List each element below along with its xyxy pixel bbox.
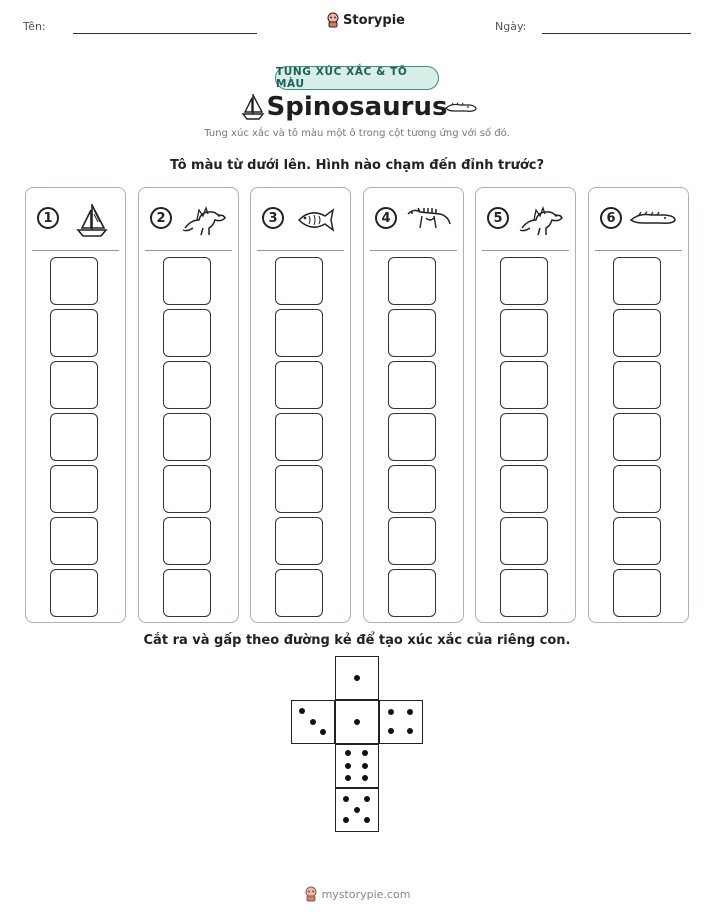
color-square[interactable] <box>388 569 436 617</box>
color-square[interactable] <box>500 257 548 305</box>
color-square[interactable] <box>388 465 436 513</box>
die-pip <box>364 796 370 802</box>
fish-icon <box>291 202 341 238</box>
color-square[interactable] <box>500 309 548 357</box>
color-square[interactable] <box>50 517 98 565</box>
column-number: 3 <box>262 207 284 229</box>
die-pip <box>354 719 360 725</box>
die-pip <box>354 807 360 813</box>
storypie-mascot-icon <box>304 886 318 902</box>
die-pip <box>343 796 349 802</box>
die-pip <box>388 709 394 715</box>
color-square[interactable] <box>275 569 323 617</box>
color-square[interactable] <box>500 465 548 513</box>
color-square[interactable] <box>163 465 211 513</box>
die-pip <box>362 763 368 769</box>
subtitle: Tung xúc xắc và tô màu một ô trong cột tương ứng với số đó. <box>204 128 510 139</box>
color-square[interactable] <box>613 569 661 617</box>
die-face-5 <box>335 788 379 832</box>
color-square[interactable] <box>613 413 661 461</box>
color-square[interactable] <box>613 257 661 305</box>
race-column-5 <box>475 187 576 623</box>
column-header <box>145 194 232 251</box>
column-header <box>595 194 682 251</box>
race-column-6 <box>588 187 689 623</box>
color-square[interactable] <box>275 413 323 461</box>
die-pip <box>320 729 326 735</box>
column-header <box>370 194 457 251</box>
color-square[interactable] <box>163 257 211 305</box>
crocodile-icon <box>629 202 679 238</box>
brand-logo <box>326 12 405 28</box>
activity-badge: TUNG XÚC XẮC & TÔ MÀU <box>275 66 439 90</box>
race-column-3 <box>250 187 351 623</box>
die-pip <box>345 750 351 756</box>
color-square[interactable] <box>613 517 661 565</box>
color-square[interactable] <box>163 569 211 617</box>
color-square[interactable] <box>163 517 211 565</box>
dinosaur-skeleton-icon <box>404 202 454 238</box>
color-square[interactable] <box>50 361 98 409</box>
die-pip <box>364 817 370 823</box>
color-square[interactable] <box>388 309 436 357</box>
die-face-3 <box>291 700 335 744</box>
race-column-1 <box>25 187 126 623</box>
brand-name: Storypie <box>343 12 405 28</box>
column-number: 6 <box>600 207 622 229</box>
color-square[interactable] <box>163 413 211 461</box>
die-face-1 <box>335 656 379 700</box>
page-title: Spinosaurus <box>266 92 448 122</box>
date-label: Ngày: <box>495 20 527 33</box>
color-square[interactable] <box>613 309 661 357</box>
die-pip <box>362 775 368 781</box>
die-pip <box>345 763 351 769</box>
footer <box>0 886 714 902</box>
name-field-line[interactable] <box>73 33 257 34</box>
die-pip <box>362 750 368 756</box>
footer-url: mystorypie.com <box>321 887 411 901</box>
color-square[interactable] <box>388 413 436 461</box>
color-square[interactable] <box>275 465 323 513</box>
storypie-mascot-icon <box>326 12 340 28</box>
spinosaurus-icon <box>179 202 229 238</box>
die-face-1 <box>335 700 379 744</box>
race-column-2 <box>138 187 239 623</box>
color-square[interactable] <box>500 517 548 565</box>
date-field-line[interactable] <box>542 33 691 34</box>
color-square[interactable] <box>275 361 323 409</box>
column-number: 2 <box>150 207 172 229</box>
column-number: 1 <box>37 207 59 229</box>
color-square[interactable] <box>50 413 98 461</box>
crocodile-icon <box>444 98 478 116</box>
die-face-4 <box>379 700 423 744</box>
column-number: 4 <box>375 207 397 229</box>
die-pip <box>343 817 349 823</box>
die-pip <box>388 728 394 734</box>
column-header <box>32 194 119 251</box>
color-square[interactable] <box>613 361 661 409</box>
color-square[interactable] <box>50 465 98 513</box>
color-square[interactable] <box>388 257 436 305</box>
color-square[interactable] <box>275 309 323 357</box>
column-header <box>482 194 569 251</box>
race-column-4 <box>363 187 464 623</box>
color-square[interactable] <box>275 257 323 305</box>
color-square[interactable] <box>500 569 548 617</box>
die-pip <box>310 719 316 725</box>
die-pip <box>407 728 413 734</box>
color-square[interactable] <box>613 465 661 513</box>
color-square[interactable] <box>388 517 436 565</box>
color-square[interactable] <box>163 309 211 357</box>
color-square[interactable] <box>50 569 98 617</box>
color-square[interactable] <box>50 309 98 357</box>
color-square[interactable] <box>388 361 436 409</box>
die-pip <box>407 709 413 715</box>
die-pip <box>354 675 360 681</box>
color-square[interactable] <box>163 361 211 409</box>
color-square[interactable] <box>500 413 548 461</box>
column-header <box>257 194 344 251</box>
coloring-instruction: Tô màu từ dưới lên. Hình nào chạm đến đỉnh trước? <box>169 158 545 173</box>
die-pip <box>299 708 305 714</box>
cut-instruction: Cắt ra và gấp theo đường kẻ để tạo xúc xắc của riêng con. <box>143 633 571 648</box>
spinosaurus-icon <box>516 202 566 238</box>
die-face-6 <box>335 744 379 788</box>
color-square[interactable] <box>275 517 323 565</box>
name-label: Tên: <box>23 20 46 33</box>
color-square[interactable] <box>50 257 98 305</box>
sailboat-icon <box>66 202 116 238</box>
color-square[interactable] <box>500 361 548 409</box>
die-pip <box>345 775 351 781</box>
column-number: 5 <box>487 207 509 229</box>
